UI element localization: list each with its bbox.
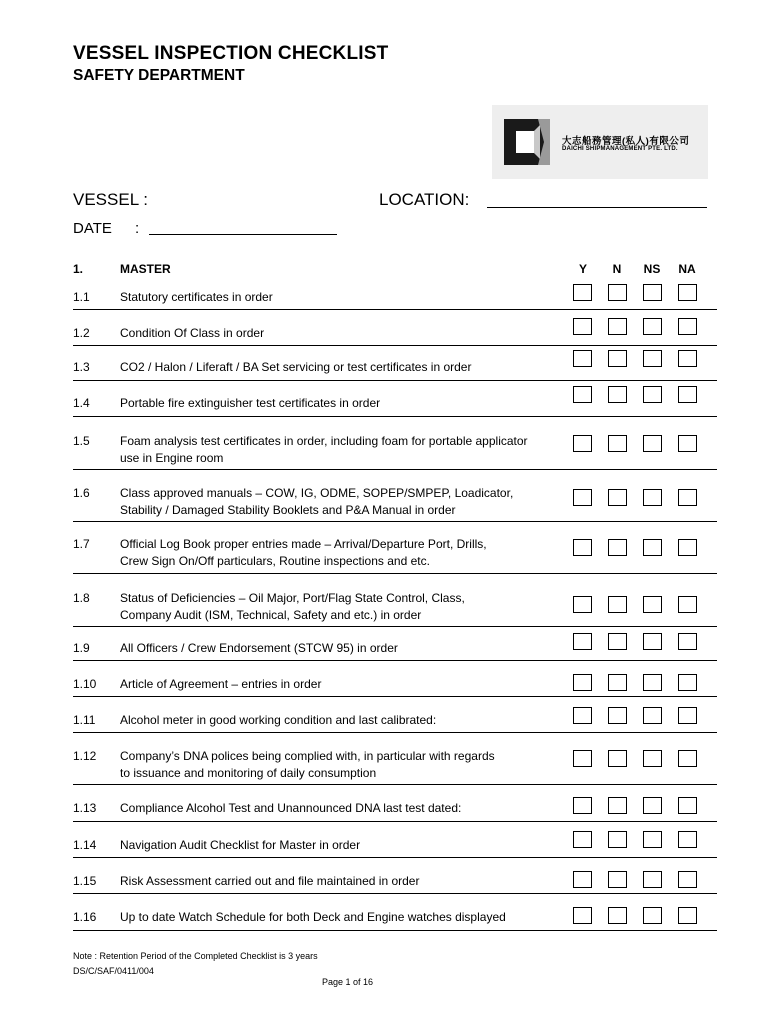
checkbox-na[interactable] [678, 284, 697, 301]
column-header-na: NA [678, 262, 696, 276]
location-label: LOCATION: [379, 190, 470, 209]
item-text: Up to date Watch Schedule for both Deck and Engine watches displayed [120, 910, 506, 924]
checkbox-y[interactable] [573, 318, 592, 335]
date-colon: : [135, 220, 140, 237]
checkbox-ns[interactable] [643, 871, 662, 888]
checkbox-y[interactable] [573, 750, 592, 767]
item-text: CO2 / Halon / Liferaft / BA Set servicing or test certificates in order [120, 360, 472, 374]
section-title: MASTER [120, 262, 171, 276]
checkbox-y[interactable] [573, 871, 592, 888]
checkbox-ns[interactable] [643, 386, 662, 403]
row-divider [73, 893, 717, 894]
checkbox-y[interactable] [573, 797, 592, 814]
checkbox-n[interactable] [608, 907, 627, 924]
row-divider [73, 309, 717, 310]
checkbox-na[interactable] [678, 435, 697, 452]
item-number: 1.12 [73, 749, 97, 763]
checkbox-ns[interactable] [643, 907, 662, 924]
item-text: Official Log Book proper entries made – Arrival/Departure Port, Drills, [120, 537, 487, 551]
item-text: Crew Sign On/Off particulars, Routine inspections and etc. [120, 554, 430, 568]
checkbox-na[interactable] [678, 489, 697, 506]
row-divider [73, 573, 717, 574]
item-text: Portable fire extinguisher test certificates in order [120, 396, 381, 410]
checkbox-na[interactable] [678, 797, 697, 814]
checkbox-ns[interactable] [643, 489, 662, 506]
checkbox-n[interactable] [608, 386, 627, 403]
location-field[interactable] [487, 207, 707, 208]
row-divider [73, 696, 717, 697]
document-reference: DS/C/SAF/0411/004 [73, 966, 154, 976]
row-divider [73, 626, 717, 627]
checkbox-n[interactable] [608, 750, 627, 767]
checkbox-n[interactable] [608, 674, 627, 691]
checkbox-n[interactable] [608, 596, 627, 613]
checkbox-y[interactable] [573, 386, 592, 403]
date-label: DATE [73, 220, 112, 237]
company-logo [492, 105, 708, 179]
checkbox-y[interactable] [573, 539, 592, 556]
item-text: All Officers / Crew Endorsement (STCW 95) in order [120, 641, 398, 655]
row-divider [73, 521, 717, 522]
checkbox-y[interactable] [573, 831, 592, 848]
item-text: Class approved manuals – COW, IG, ODME, SOPEP/SMPEP, Loadicator, [120, 486, 514, 500]
row-divider [73, 380, 717, 381]
item-number: 1.3 [73, 360, 90, 374]
item-number: 1.16 [73, 910, 97, 924]
checkbox-na[interactable] [678, 386, 697, 403]
checkbox-na[interactable] [678, 596, 697, 613]
checkbox-n[interactable] [608, 284, 627, 301]
checkbox-ns[interactable] [643, 707, 662, 724]
checkbox-y[interactable] [573, 596, 592, 613]
checkbox-n[interactable] [608, 350, 627, 367]
checkbox-ns[interactable] [643, 318, 662, 335]
page-number: Page 1 of 16 [322, 977, 374, 987]
checkbox-ns[interactable] [643, 750, 662, 767]
checkbox-n[interactable] [608, 871, 627, 888]
checkbox-n[interactable] [608, 435, 627, 452]
item-number: 1.13 [73, 801, 97, 815]
row-divider [73, 345, 717, 346]
row-divider [73, 660, 717, 661]
item-text: Foam analysis test certificates in order, including foam for portable applicator [120, 434, 528, 448]
checkbox-n[interactable] [608, 318, 627, 335]
column-header-n: N [612, 262, 622, 276]
checkbox-na[interactable] [678, 707, 697, 724]
column-header-ns: NS [643, 262, 661, 276]
checkbox-n[interactable] [608, 797, 627, 814]
checkbox-ns[interactable] [643, 284, 662, 301]
checkbox-y[interactable] [573, 350, 592, 367]
item-number: 1.15 [73, 874, 97, 888]
checkbox-y[interactable] [573, 907, 592, 924]
item-number: 1.4 [73, 396, 90, 410]
checkbox-n[interactable] [608, 539, 627, 556]
checkbox-y[interactable] [573, 674, 592, 691]
company-name-chinese: 大志船務管理(私人)有限公司 [562, 136, 690, 147]
item-number: 1.10 [73, 677, 97, 691]
checkbox-y[interactable] [573, 707, 592, 724]
vessel-label: VESSEL : [73, 190, 148, 209]
item-number: 1.7 [73, 537, 90, 551]
checkbox-na[interactable] [678, 871, 697, 888]
row-divider [73, 416, 717, 417]
company-name-english: DAICHI SHIPMANAGEMENT PTE. LTD. [562, 146, 678, 152]
checkbox-na[interactable] [678, 750, 697, 767]
item-text: Company Audit (ISM, Technical, Safety and etc.) in order [120, 608, 422, 622]
row-divider [73, 469, 717, 470]
checkbox-n[interactable] [608, 633, 627, 650]
checkbox-ns[interactable] [643, 539, 662, 556]
checkbox-ns[interactable] [643, 831, 662, 848]
checkbox-y[interactable] [573, 435, 592, 452]
checkbox-ns[interactable] [643, 596, 662, 613]
checkbox-y[interactable] [573, 633, 592, 650]
item-number: 1.14 [73, 838, 97, 852]
item-number: 1.2 [73, 326, 90, 340]
checkbox-na[interactable] [678, 674, 697, 691]
footer-note: Note : Retention Period of the Completed Checklist is 3 years [73, 951, 318, 961]
item-text: Alcohol meter in good working condition and last calibrated: [120, 713, 437, 727]
row-divider [73, 784, 717, 785]
checkbox-n[interactable] [608, 489, 627, 506]
item-text: Stability / Damaged Stability Booklets and P&A Manual in order [120, 503, 456, 517]
item-text: Status of Deficiencies – Oil Major, Port/Flag State Control, Class, [120, 591, 465, 605]
item-text: to issuance and monitoring of daily consumption [120, 766, 377, 780]
item-text: Article of Agreement – entries in order [120, 677, 322, 691]
checkbox-y[interactable] [573, 284, 592, 301]
row-divider [73, 930, 717, 931]
item-number: 1.1 [73, 290, 90, 304]
checkbox-na[interactable] [678, 350, 697, 367]
company-logo-mark [504, 119, 550, 165]
section-number: 1. [73, 262, 84, 276]
row-divider [73, 732, 717, 733]
checkbox-na[interactable] [678, 907, 697, 924]
item-text: Statutory certificates in order [120, 290, 273, 304]
item-text: Risk Assessment carried out and file maintained in order [120, 874, 420, 888]
item-text: Condition Of Class in order [120, 326, 265, 340]
item-number: 1.9 [73, 641, 90, 655]
checkbox-ns[interactable] [643, 350, 662, 367]
checkbox-ns[interactable] [643, 633, 662, 650]
item-text: use in Engine room [120, 451, 224, 465]
checkbox-na[interactable] [678, 539, 697, 556]
document-subtitle: SAFETY DEPARTMENT [73, 67, 245, 84]
document-title: VESSEL INSPECTION CHECKLIST [73, 43, 389, 64]
checkbox-na[interactable] [678, 633, 697, 650]
checkbox-y[interactable] [573, 489, 592, 506]
column-header-y: Y [578, 262, 587, 276]
checkbox-ns[interactable] [643, 674, 662, 691]
checkbox-ns[interactable] [643, 797, 662, 814]
checkbox-n[interactable] [608, 707, 627, 724]
item-text: Compliance Alcohol Test and Unannounced DNA last test dated: [120, 801, 462, 815]
checkbox-ns[interactable] [643, 435, 662, 452]
row-divider [73, 821, 717, 822]
date-field[interactable] [149, 234, 337, 235]
item-number: 1.8 [73, 591, 90, 605]
item-number: 1.6 [73, 486, 90, 500]
checkbox-na[interactable] [678, 318, 697, 335]
row-divider [73, 857, 717, 858]
item-number: 1.5 [73, 434, 90, 448]
item-number: 1.11 [73, 713, 96, 727]
checkbox-na[interactable] [678, 831, 697, 848]
item-text: Company’s DNA polices being complied with, in particular with regards [120, 749, 495, 763]
checkbox-n[interactable] [608, 831, 627, 848]
item-text: Navigation Audit Checklist for Master in order [120, 838, 361, 852]
